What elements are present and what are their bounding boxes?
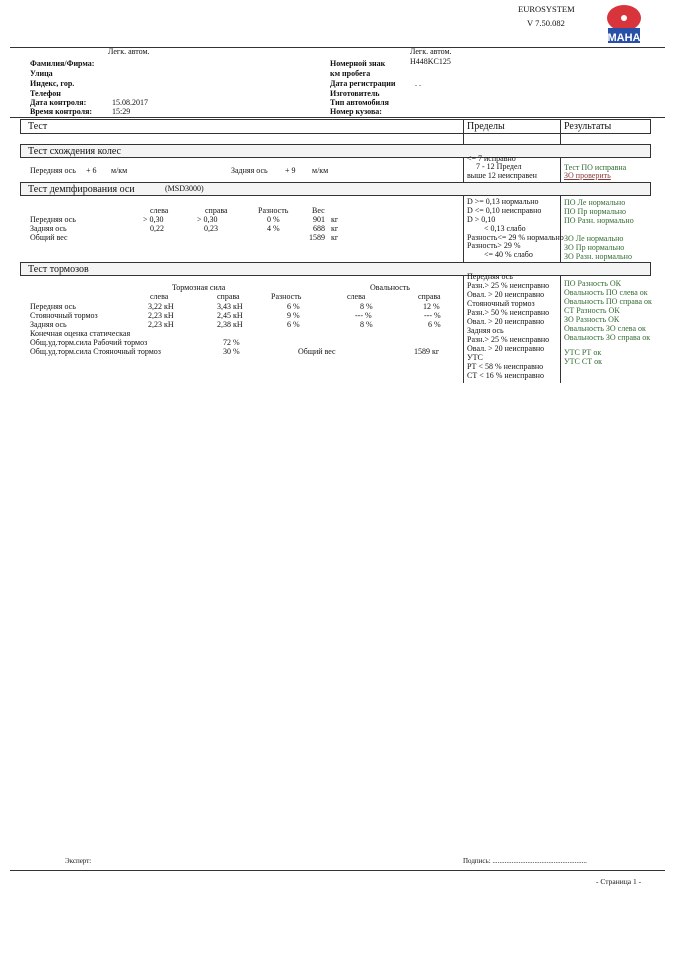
field-label: Дата контроля:: [30, 98, 87, 107]
limit: D >= 0,13 нормально: [467, 197, 539, 206]
rear-label: Задняя ось: [231, 166, 268, 175]
system-name: EUROSYSTEM: [518, 4, 575, 14]
result: ПО Пр нормально: [564, 207, 627, 216]
limit: Овал. > 20 неисправно: [467, 290, 545, 299]
field-label: Телефон: [30, 89, 61, 98]
column-divider: [463, 119, 464, 383]
expert-label: Эксперт:: [65, 857, 92, 865]
front-unit: м/км: [111, 166, 128, 175]
limit: УТС: [467, 353, 483, 362]
service-brake-value: 72 %: [223, 338, 240, 347]
limit: Разн.> 25 % неисправно: [467, 281, 550, 290]
brakes-title: Тест тормозов: [28, 264, 89, 275]
column-divider: [560, 119, 561, 383]
col-header: слева: [347, 292, 366, 301]
row-label: Задняя ось: [30, 320, 67, 329]
field-label: Номерной знак: [330, 59, 386, 68]
limit: <= 40 % слабо: [484, 250, 533, 259]
cell: > 0,30: [197, 215, 218, 224]
cell: кг: [331, 224, 339, 233]
cell: --- %: [424, 311, 441, 320]
limit: Разность<= 29 % нормально: [467, 233, 564, 242]
front-value: + 6: [86, 166, 97, 175]
result: ЗО Ле нормально: [564, 234, 624, 243]
col-header: справа: [217, 292, 240, 301]
result: ПО Разн. нормально: [564, 216, 634, 225]
signature-line: Подпись: ......................................................: [463, 857, 587, 865]
cell: 688: [313, 224, 325, 233]
group-header: Тормозная сила: [172, 283, 226, 292]
registration-date: . .: [415, 79, 421, 88]
col-test: Тест: [28, 121, 48, 132]
col-limits: Пределы: [467, 121, 505, 132]
cell: 3,43 кН: [217, 302, 243, 311]
cell: 0 %: [267, 215, 280, 224]
row-label: Передняя ось: [30, 215, 76, 224]
col-header: слева: [150, 206, 169, 215]
col-header: справа: [418, 292, 441, 301]
col-header: справа: [205, 206, 228, 215]
limit: Овал. > 20 неисправно: [467, 317, 545, 326]
limit: выше 12 неисправен: [467, 171, 537, 180]
result: ПО Разность ОК: [564, 279, 622, 288]
control-time: 15:29: [112, 107, 131, 116]
result: ПО Ле нормально: [564, 198, 626, 207]
cell: 9 %: [287, 311, 300, 320]
result: УТС РТ ок: [564, 348, 602, 357]
limit: 7 - 12 Предел: [476, 162, 522, 171]
result: Тест ПО исправна: [564, 163, 627, 172]
cell: 2,45 кН: [217, 311, 243, 320]
result: Овальность ПО слева ок: [564, 288, 648, 297]
cell: 2,23 кН: [148, 320, 174, 329]
cell: 6 %: [287, 302, 300, 311]
limit: Разность> 29 %: [467, 241, 521, 250]
cell: --- %: [355, 311, 372, 320]
alignment-title: Тест схождения колес: [28, 146, 121, 157]
cell: 0,23: [204, 224, 218, 233]
result: Овальность ЗО слева ок: [564, 324, 646, 333]
limit: Задняя ось: [467, 326, 504, 335]
divider: [10, 117, 665, 118]
field-label: Улица: [30, 69, 53, 78]
field-label: Дата регистрации: [330, 79, 396, 88]
result: ЗО Пр нормально: [564, 243, 625, 252]
limit: Передняя ось: [467, 272, 513, 281]
total-weight-label: Общий вес: [298, 347, 336, 356]
cell: 4 %: [267, 224, 280, 233]
cell: 2,23 кН: [148, 311, 174, 320]
table-header: [20, 119, 651, 134]
row-label: Общий вес: [30, 233, 68, 242]
parking-brake-value: 30 %: [223, 347, 240, 356]
result: Овальность ПО справа ок: [564, 297, 652, 306]
row-label: Задняя ось: [30, 224, 67, 233]
maha-logo: [598, 4, 650, 44]
field-label: Время контроля:: [30, 107, 93, 116]
limit: < 0,13 слабо: [484, 224, 526, 233]
cell: 6 %: [428, 320, 441, 329]
result: Овальность ЗО справа ок: [564, 333, 651, 342]
cell: 0,22: [150, 224, 164, 233]
cell: 8 %: [360, 320, 373, 329]
footer-divider: [10, 870, 665, 871]
front-label: Передняя ось: [30, 166, 76, 175]
col-header: Вес: [312, 206, 325, 215]
section-header: [20, 262, 651, 276]
limit: Стояночный тормоз: [467, 299, 535, 308]
field-label: Изготовитель: [330, 89, 380, 98]
field-label: Индекс, гор.: [30, 79, 75, 88]
col-header: Разность: [258, 206, 289, 215]
vehicle-class-right: Легк. автом.: [410, 47, 452, 56]
result: УТС СТ ок: [564, 357, 602, 366]
damping-title: Тест демпфирования оси: [28, 184, 135, 195]
result: СТ Разность ОК: [564, 306, 620, 315]
cell: 3,22 кН: [148, 302, 174, 311]
final-label: Конечная оценка статическая: [30, 329, 131, 338]
limit: D > 0,10: [467, 215, 496, 224]
service-brake-label: Общ.уд.торм.сила Рабочий тормоз: [30, 338, 148, 347]
rear-value: + 9: [285, 166, 296, 175]
limit: Разн.> 50 % неисправно: [467, 308, 550, 317]
field-label: Тип автомобиля: [330, 98, 389, 107]
col-header: слева: [150, 292, 169, 301]
cell: 901: [313, 215, 325, 224]
limit: D <= 0,10 неисправно: [467, 206, 542, 215]
field-label: Фамилия/Фирма:: [30, 59, 95, 68]
field-label: Номер кузова:: [330, 107, 382, 116]
cell: 12 %: [423, 302, 440, 311]
field-label: км пробега: [330, 69, 371, 78]
parking-brake-label: Общ.уд.торм.сила Стояночный тормоз: [30, 347, 161, 356]
cell: кг: [331, 233, 339, 242]
rear-unit: м/км: [312, 166, 329, 175]
system-version: V 7.50.082: [527, 18, 565, 28]
group-header: Овальность: [370, 283, 410, 292]
plate-number: H448KC125: [410, 57, 451, 66]
col-results: Результаты: [564, 121, 612, 132]
cell: 6 %: [287, 320, 300, 329]
result: ЗО Разн. нормально: [564, 252, 632, 261]
limit: Разн.> 25 % неисправно: [467, 335, 550, 344]
total-weight-value: 1589 кг: [414, 347, 440, 356]
result: ЗО проверить: [564, 171, 611, 180]
result: ЗО Разность ОК: [564, 315, 620, 324]
limit: Овал. > 20 неисправно: [467, 344, 545, 353]
limit: <= 7 исправно: [467, 154, 516, 163]
cell: 2,38 кН: [217, 320, 243, 329]
row-label: Стояночный тормоз: [30, 311, 98, 320]
limit: СТ < 16 % неисправно: [467, 371, 544, 380]
cell: кг: [331, 215, 339, 224]
damping-device: (MSD3000): [165, 184, 204, 193]
cell: > 0,30: [143, 215, 164, 224]
cell: 8 %: [360, 302, 373, 311]
page-number: - Страница 1 -: [596, 877, 642, 886]
limit: РТ < 58 % неисправно: [467, 362, 544, 371]
svg-text:MAHA: MAHA: [607, 32, 641, 44]
control-date: 15.08.2017: [112, 98, 148, 107]
vehicle-class-left: Легк. автом.: [108, 47, 150, 56]
cell: 1589: [309, 233, 325, 242]
col-header: Разность: [271, 292, 302, 301]
row-label: Передняя ось: [30, 302, 76, 311]
